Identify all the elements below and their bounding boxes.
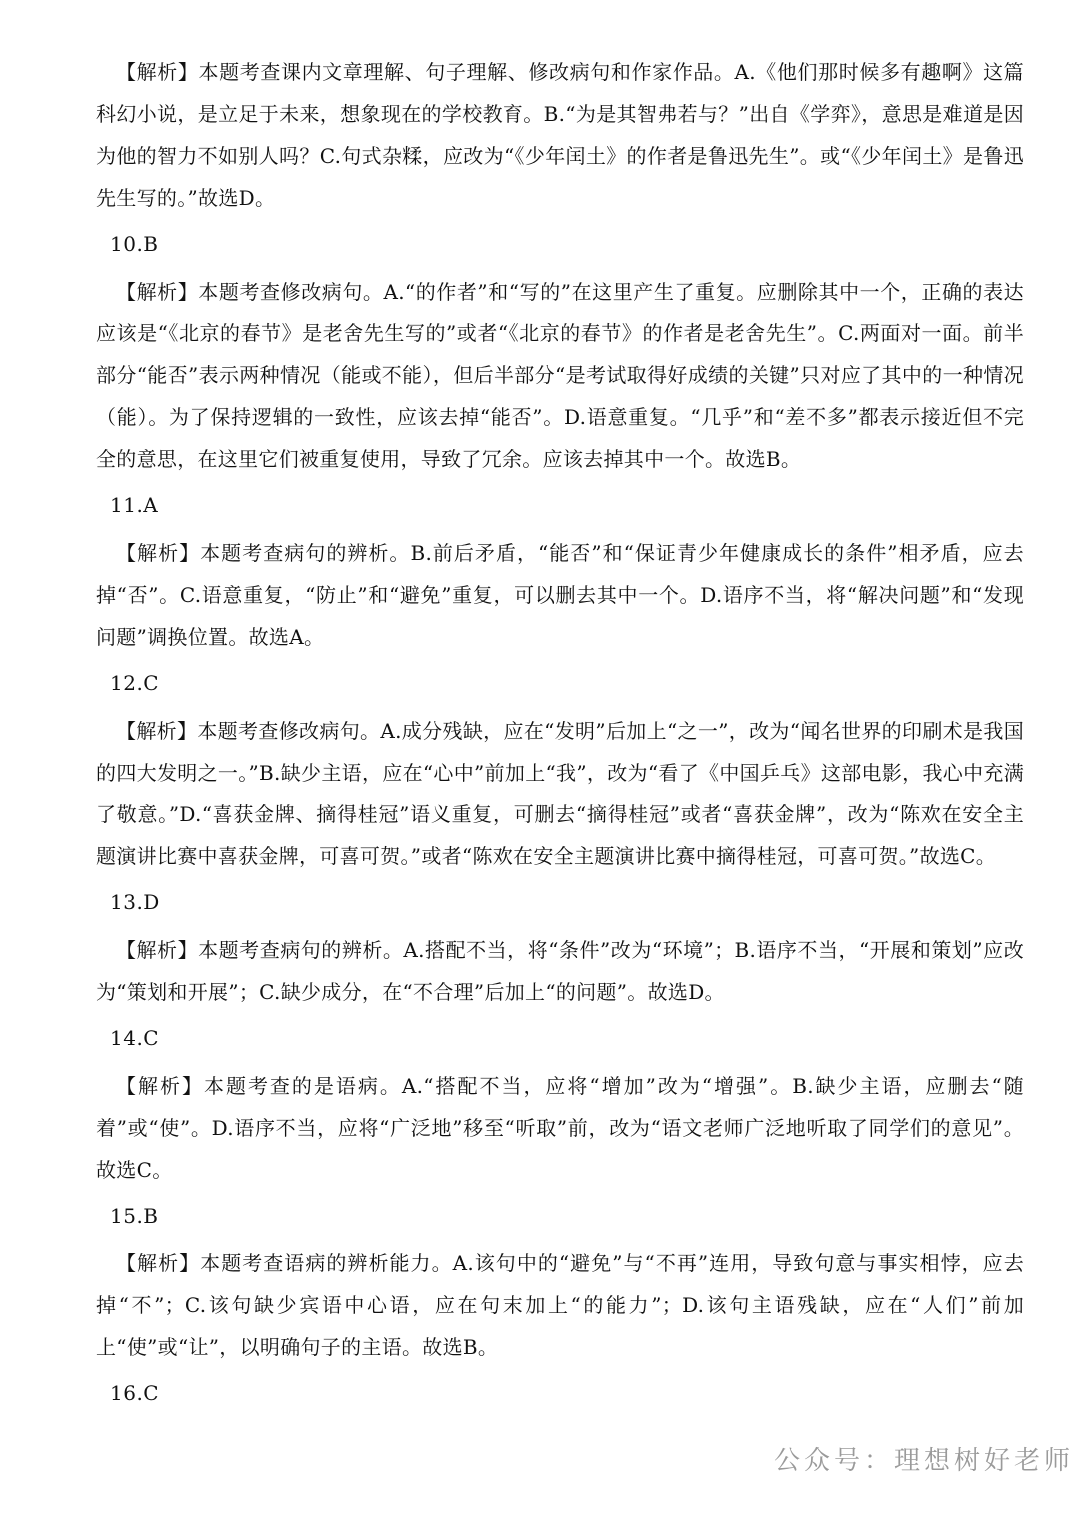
analysis-paragraph-9: 【解析】本题考查课内文章理解、句子理解、修改病句和作家作品。A.《他们那时候多有趣啊》这篇科幻小说，是立足于未来，想象现在的学校教育。B.“为是其智弗若与？”出自《学弈》，意思是难道是因为他的智力不如别人吗？C.句式杂糅，应改为“《少年闰土》的作者是鲁迅先生”。或“《少年闰土》是鲁迅先生写的。”故选D。 <box>96 60 1024 210</box>
analysis-paragraph-11: 【解析】本题考查病句的辨析。B.前后矛盾，“能否”和“保证青少年健康成长的条件”相矛盾，应去掉“否”。C.语意重复，“防止”和“避免”重复，可以删去其中一个。D.语序不当，将“解决问题”和“发现问题”调换位置。故选A。 <box>96 540 1024 649</box>
answer-12: 12.C <box>110 670 160 695</box>
answer-10: 10.B <box>110 231 159 256</box>
answer-14: 14.C <box>110 1025 160 1050</box>
analysis-paragraph-10: 【解析】本题考查修改病句。A.“的作者”和“写的”在这里产生了重复。应删除其中一个，正确的表达应该是“《北京的春节》是老舍先生写的”或者“《北京的春节》的作者是老舍先生”。C.两面对一面。前半部分“能否”表示两种情况（能或不能），但后半部分“是考试取得好成绩的关键”只对应了其中的一种情况（能）。为了保持逻辑的一致性，应该去掉“能否”。D.语意重复。“几乎”和“差不多”都表示接近但不完全的意思，在这里它们被重复使用，导致了冗余。应该去掉其中一个。故选B。 <box>96 279 1024 472</box>
answer-11: 11.A <box>110 493 159 518</box>
answer-13: 13.D <box>110 890 160 915</box>
document-body <box>96 52 1024 1421</box>
analysis-paragraph-15: 【解析】本题考查语病的辨析能力。A.该句中的“避免”与“不再”连用，导致句意与事实相悖，应去掉“不”；C.该句缺少宾语中心语，应在句末加上“的能力”；D.该句主语残缺，应在“人们”前加上“使”或“让”，以明确句子的主语。故选B。 <box>96 1251 1024 1360</box>
watermark-text: 公众号：理想树好老师 <box>773 1446 1074 1476</box>
analysis-paragraph-14: 【解析】本题考查的是语病。A.“搭配不当，应将“增加”改为“增强”。B.缺少主语，应删去“随着”或“使”。D.语序不当，应将“广泛地”移至“听取”前，改为“语文老师广泛地听取了同学们的意见”。故选C。 <box>96 1073 1024 1182</box>
analysis-paragraph-13: 【解析】本题考查病句的辨析。A.搭配不当，将“条件”改为“环境”；B.语序不当，“开展和策划”应改为“策划和开展”；C.缺少成分，在“不合理”后加上“的问题”。故选D。 <box>96 938 1024 1005</box>
answer-15: 15.B <box>110 1203 159 1228</box>
analysis-paragraph-12: 【解析】本题考查修改病句。A.成分残缺，应在“发明”后加上“之一”，改为“闻名世界的印刷术是我国的四大发明之一。”B.缺少主语，应在“心中”前加上“我”，改为“看了《中国乒乓》这部电影，我心中充满了敬意。”D.“喜获金牌、摘得桂冠”语义重复，可删去“摘得桂冠”或者“喜获金牌”，改为“陈欢在安全主题演讲比赛中喜获金牌，可喜可贺。”或者“陈欢在安全主题演讲比赛中摘得桂冠，可喜可贺。”故选C。 <box>96 718 1024 869</box>
answer-16: 16.C <box>110 1381 160 1406</box>
